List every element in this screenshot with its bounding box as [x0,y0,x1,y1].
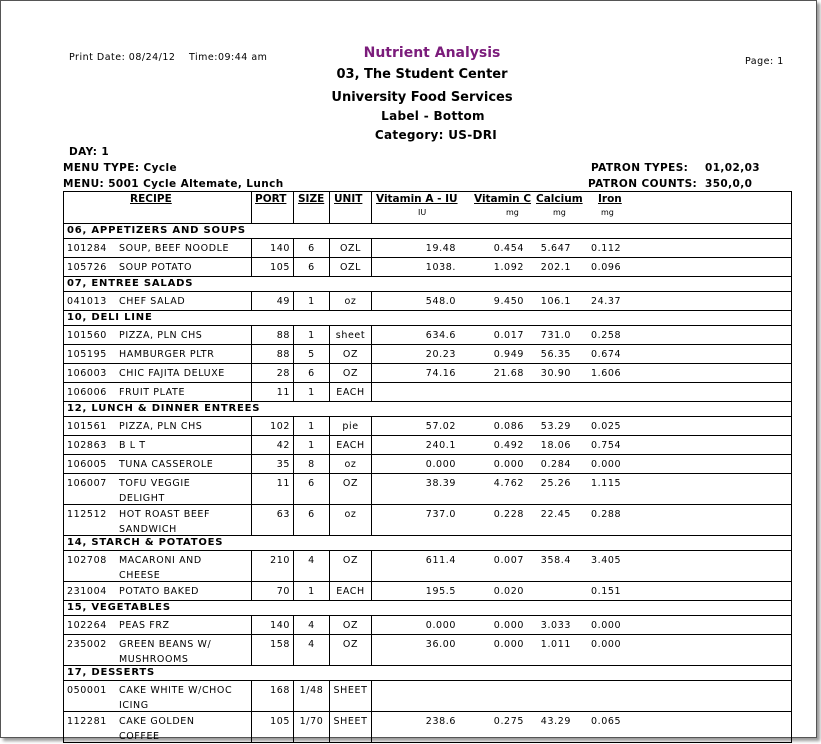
category-header: 17, DESSERTS [63,666,792,681]
calcium-value: 5.647 [540,243,571,254]
cell-divider [371,326,372,344]
column-header-row [63,191,792,224]
vitamin-a-value: 240.1 [425,440,456,451]
vitamin-a-value: 634.6 [425,330,456,341]
calcium-value: 3.033 [540,620,571,631]
serving-size: 1/70 [299,716,324,727]
portion-count: 28 [276,368,290,379]
iron-value: 0.112 [591,243,622,254]
recipe-name: B L T [119,440,146,451]
cell-divider [371,582,372,600]
cell-divider [371,417,372,435]
serving-unit: OZ [342,620,359,631]
calcium-value: 358.4 [540,555,571,566]
portion-count: 11 [276,478,290,489]
recipe-name: POTATO BAKED [119,586,200,597]
cell-divider [371,681,372,711]
calcium-value: 22.45 [540,509,571,520]
patron-types-value: 01,02,03 [705,162,761,174]
vitamin-a-value: 238.6 [425,716,456,727]
recipe-name: TOFU VEGGIE DELIGHT [119,478,191,504]
recipe-name: SOUP, BEEF NOODLE [119,243,230,254]
recipe-name: PEAS FRZ [119,620,170,631]
table-row [63,474,792,505]
table-row [63,551,792,582]
vitamin-c-value: 21.68 [493,368,524,379]
serving-unit: SHEET [333,716,368,727]
serving-unit: pie [342,421,359,432]
serving-size: 5 [308,349,315,360]
serving-size: 4 [308,620,315,631]
recipe-name: TUNA CASSEROLE [119,459,214,470]
calcium-value: 43.29 [540,716,571,727]
recipe-name: CHIC FAJITA DELUXE [119,368,225,379]
print-date: Print Date: 08/24/12 [69,52,176,63]
portion-count: 88 [276,330,290,341]
table-row [63,505,792,536]
vitamin-a-value: 195.5 [425,586,456,597]
iron-value: 24.37 [591,296,622,307]
cell-divider [371,364,372,382]
recipe-code: 112281 [67,716,107,727]
patron-counts-label: PATRON COUNTS: [588,178,698,190]
portion-count: 70 [276,586,290,597]
iron-value: 0.754 [591,440,622,451]
iron-value: 0.065 [591,716,622,727]
recipe-name: CAKE GOLDEN COFFEE [119,716,195,742]
category-header: 14, STARCH & POTATOES [63,536,792,551]
vitamin-a-value: 57.02 [425,421,456,432]
iron-value: 0.151 [591,586,622,597]
serving-unit: sheet [335,330,366,341]
vitamin-c-value: 0.017 [493,330,524,341]
vitamin-c-value: 0.000 [493,620,524,631]
cell-divider [371,635,372,665]
serving-size: 1 [308,330,315,341]
recipe-code: 106003 [67,368,107,379]
vitamin-c-value: 4.762 [493,478,524,489]
iron-value: 0.258 [591,330,622,341]
organization-name: University Food Services [331,90,513,105]
calcium-value: 0.284 [540,459,571,470]
table-row [63,635,792,666]
table-row [63,616,792,635]
recipe-name: HOT ROAST BEEF SANDWICH [119,509,211,535]
table-row [63,582,792,601]
day-label: DAY: 1 [69,146,110,158]
vitamin-c-value: 0.228 [493,509,524,520]
serving-unit: oz [344,509,357,520]
vitamin-a-value: 611.4 [425,555,456,566]
table-row [63,345,792,364]
cell-divider [371,616,372,634]
recipe-name: PIZZA, PLN CHS [119,421,203,432]
serving-unit: OZ [342,555,359,566]
portion-count: 11 [276,387,290,398]
portion-count: 42 [276,440,290,451]
recipe-name: SOUP POTATO [119,262,193,273]
iron-value: 0.025 [591,421,622,432]
report-title: Nutrient Analysis [363,45,501,61]
col-vitamin-a-unit: IU [418,208,427,217]
table-row [63,239,792,258]
vitamin-c-value: 0.007 [493,555,524,566]
recipe-name: CHEF SALAD [119,296,186,307]
table-row [63,326,792,345]
serving-unit: OZ [342,639,359,650]
recipe-code: 106006 [67,387,107,398]
recipe-name: HAMBURGER PLTR [119,349,215,360]
nutrient-table [63,191,792,743]
cell-divider [371,474,372,504]
vitamin-a-value: 548.0 [425,296,456,307]
recipe-code: 041013 [67,296,107,307]
table-body [63,224,792,743]
menu-type: MENU TYPE: Cycle [63,162,177,174]
col-vitamin-c-unit: mg [506,208,519,217]
calcium-value: 53.29 [540,421,571,432]
vitamin-c-value: 0.275 [493,716,524,727]
serving-size: 1/48 [299,685,324,696]
vitamin-a-value: 36.00 [425,639,456,650]
location-name: 03, The Student Center [336,67,508,82]
category-header: 12, LUNCH & DINNER ENTREES [63,402,792,417]
cell-divider [371,436,372,454]
cell-divider [371,258,372,276]
recipe-code: 235002 [67,639,107,650]
cell-divider [371,383,372,401]
portion-count: 168 [270,685,290,696]
vitamin-c-value: 0.492 [493,440,524,451]
portion-count: 88 [276,349,290,360]
serving-size: 6 [308,509,315,520]
iron-value: 1.606 [591,368,622,379]
serving-size: 6 [308,243,315,254]
calcium-value: 731.0 [540,330,571,341]
vitamin-a-value: 1038. [425,262,456,273]
recipe-name: MACARONI AND CHEESE [119,555,202,581]
serving-size: 4 [308,639,315,650]
cell-divider [371,455,372,473]
col-unit: UNIT [334,193,363,205]
vitamin-a-value: 0.000 [425,459,456,470]
recipe-code: 101561 [67,421,107,432]
calcium-value: 18.06 [540,440,571,451]
iron-value: 3.405 [591,555,622,566]
serving-size: 1 [308,387,315,398]
vitamin-a-value: 0.000 [425,620,456,631]
iron-value: 0.674 [591,349,622,360]
serving-size: 4 [308,555,315,566]
category-label: Category: US-DRI [374,128,498,142]
serving-size: 6 [308,368,315,379]
col-size: SIZE [298,193,325,205]
recipe-code: 105726 [67,262,107,273]
serving-unit: OZL [339,243,362,254]
category-header: 10, DELI LINE [63,311,792,326]
serving-size: 1 [308,421,315,432]
table-row [63,417,792,436]
iron-value: 0.000 [591,620,622,631]
col-calcium: Calcium [536,193,583,205]
page-number: Page: 1 [745,56,784,67]
col-port: PORT [255,193,287,205]
recipe-code: 112512 [67,509,107,520]
iron-value: 0.096 [591,262,622,273]
serving-size: 1 [308,296,315,307]
portion-count: 102 [270,421,290,432]
recipe-code: 102708 [67,555,107,566]
calcium-value: 25.26 [540,478,571,489]
cell-divider [371,292,372,310]
cell-divider [371,712,372,742]
category-header: 07, ENTREE SALADS [63,277,792,292]
recipe-code: 101560 [67,330,107,341]
recipe-code: 105195 [67,349,107,360]
recipe-name: FRUIT PLATE [119,387,186,398]
recipe-code: 102863 [67,440,107,451]
print-time: Time:09:44 am [189,52,268,63]
recipe-name: GREEN BEANS W/ MUSHROOMS [119,639,212,665]
serving-size: 6 [308,262,315,273]
serving-size: 1 [308,440,315,451]
vitamin-a-value: 19.48 [425,243,456,254]
recipe-code: 050001 [67,685,107,696]
col-vitamin-c: Vitamin C [474,193,532,205]
serving-unit: OZ [342,368,359,379]
col-iron-unit: mg [601,208,614,217]
serving-unit: EACH [336,440,365,451]
table-row [63,681,792,712]
vitamin-c-value: 1.092 [493,262,524,273]
cell-divider [371,345,372,363]
cell-divider [371,505,372,535]
category-header: 06, APPETIZERS AND SOUPS [63,224,792,239]
iron-value: 0.288 [591,509,622,520]
table-row [63,455,792,474]
vitamin-c-value: 0.949 [493,349,524,360]
table-row [63,292,792,311]
recipe-name: CAKE WHITE W/CHOC ICING [119,685,233,711]
vitamin-a-value: 38.39 [425,478,456,489]
portion-count: 140 [270,620,290,631]
recipe-code: 106007 [67,478,107,489]
recipe-code: 102264 [67,620,107,631]
serving-unit: OZ [342,478,359,489]
table-row [63,436,792,455]
cell-divider [371,239,372,257]
vitamin-c-value: 0.000 [493,459,524,470]
cell-divider [371,551,372,581]
portion-count: 63 [276,509,290,520]
serving-unit: EACH [336,586,365,597]
serving-unit: oz [344,296,357,307]
serving-unit: oz [344,459,357,470]
serving-unit: EACH [336,387,365,398]
serving-size: 6 [308,478,315,489]
vitamin-a-value: 74.16 [425,368,456,379]
vitamin-a-value: 20.23 [425,349,456,360]
iron-value: 1.115 [591,478,622,489]
col-recipe: RECIPE [130,193,172,205]
serving-unit: OZ [342,349,359,360]
col-vitamin-a: Vitamin A - IU [376,193,458,205]
serving-unit: SHEET [333,685,368,696]
recipe-name: PIZZA, PLN CHS [119,330,203,341]
portion-count: 105 [270,262,290,273]
col-calcium-unit: mg [553,208,566,217]
portion-count: 210 [270,555,290,566]
vitamin-c-value: 0.086 [493,421,524,432]
vitamin-a-value: 737.0 [425,509,456,520]
iron-value: 0.000 [591,459,622,470]
recipe-code: 101284 [67,243,107,254]
patron-counts-value: 350,0,0 [705,178,753,190]
iron-value: 0.000 [591,639,622,650]
vitamin-c-value: 0.454 [493,243,524,254]
recipe-code: 231004 [67,586,107,597]
col-iron: Iron [598,193,622,205]
category-header: 15, VEGETABLES [63,601,792,616]
patron-types-label: PATRON TYPES: [591,162,689,174]
table-row [63,712,792,743]
calcium-value: 106.1 [540,296,571,307]
portion-count: 105 [270,716,290,727]
calcium-value: 56.35 [540,349,571,360]
serving-size: 8 [308,459,315,470]
portion-count: 158 [270,639,290,650]
calcium-value: 30.90 [540,368,571,379]
portion-count: 140 [270,243,290,254]
serving-unit: OZL [339,262,362,273]
calcium-value: 202.1 [540,262,571,273]
portion-count: 49 [276,296,290,307]
menu-name: MENU: 5001 Cycle Altemate, Lunch [63,178,284,190]
serving-size: 1 [308,586,315,597]
table-row [63,383,792,402]
table-row [63,258,792,277]
portion-count: 35 [276,459,290,470]
vitamin-c-value: 9.450 [493,296,524,307]
table-row [63,364,792,383]
label-position: Label - Bottom [381,109,485,123]
vitamin-c-value: 0.000 [493,639,524,650]
calcium-value: 1.011 [540,639,571,650]
vitamin-c-value: 0.020 [493,586,524,597]
recipe-code: 106005 [67,459,107,470]
